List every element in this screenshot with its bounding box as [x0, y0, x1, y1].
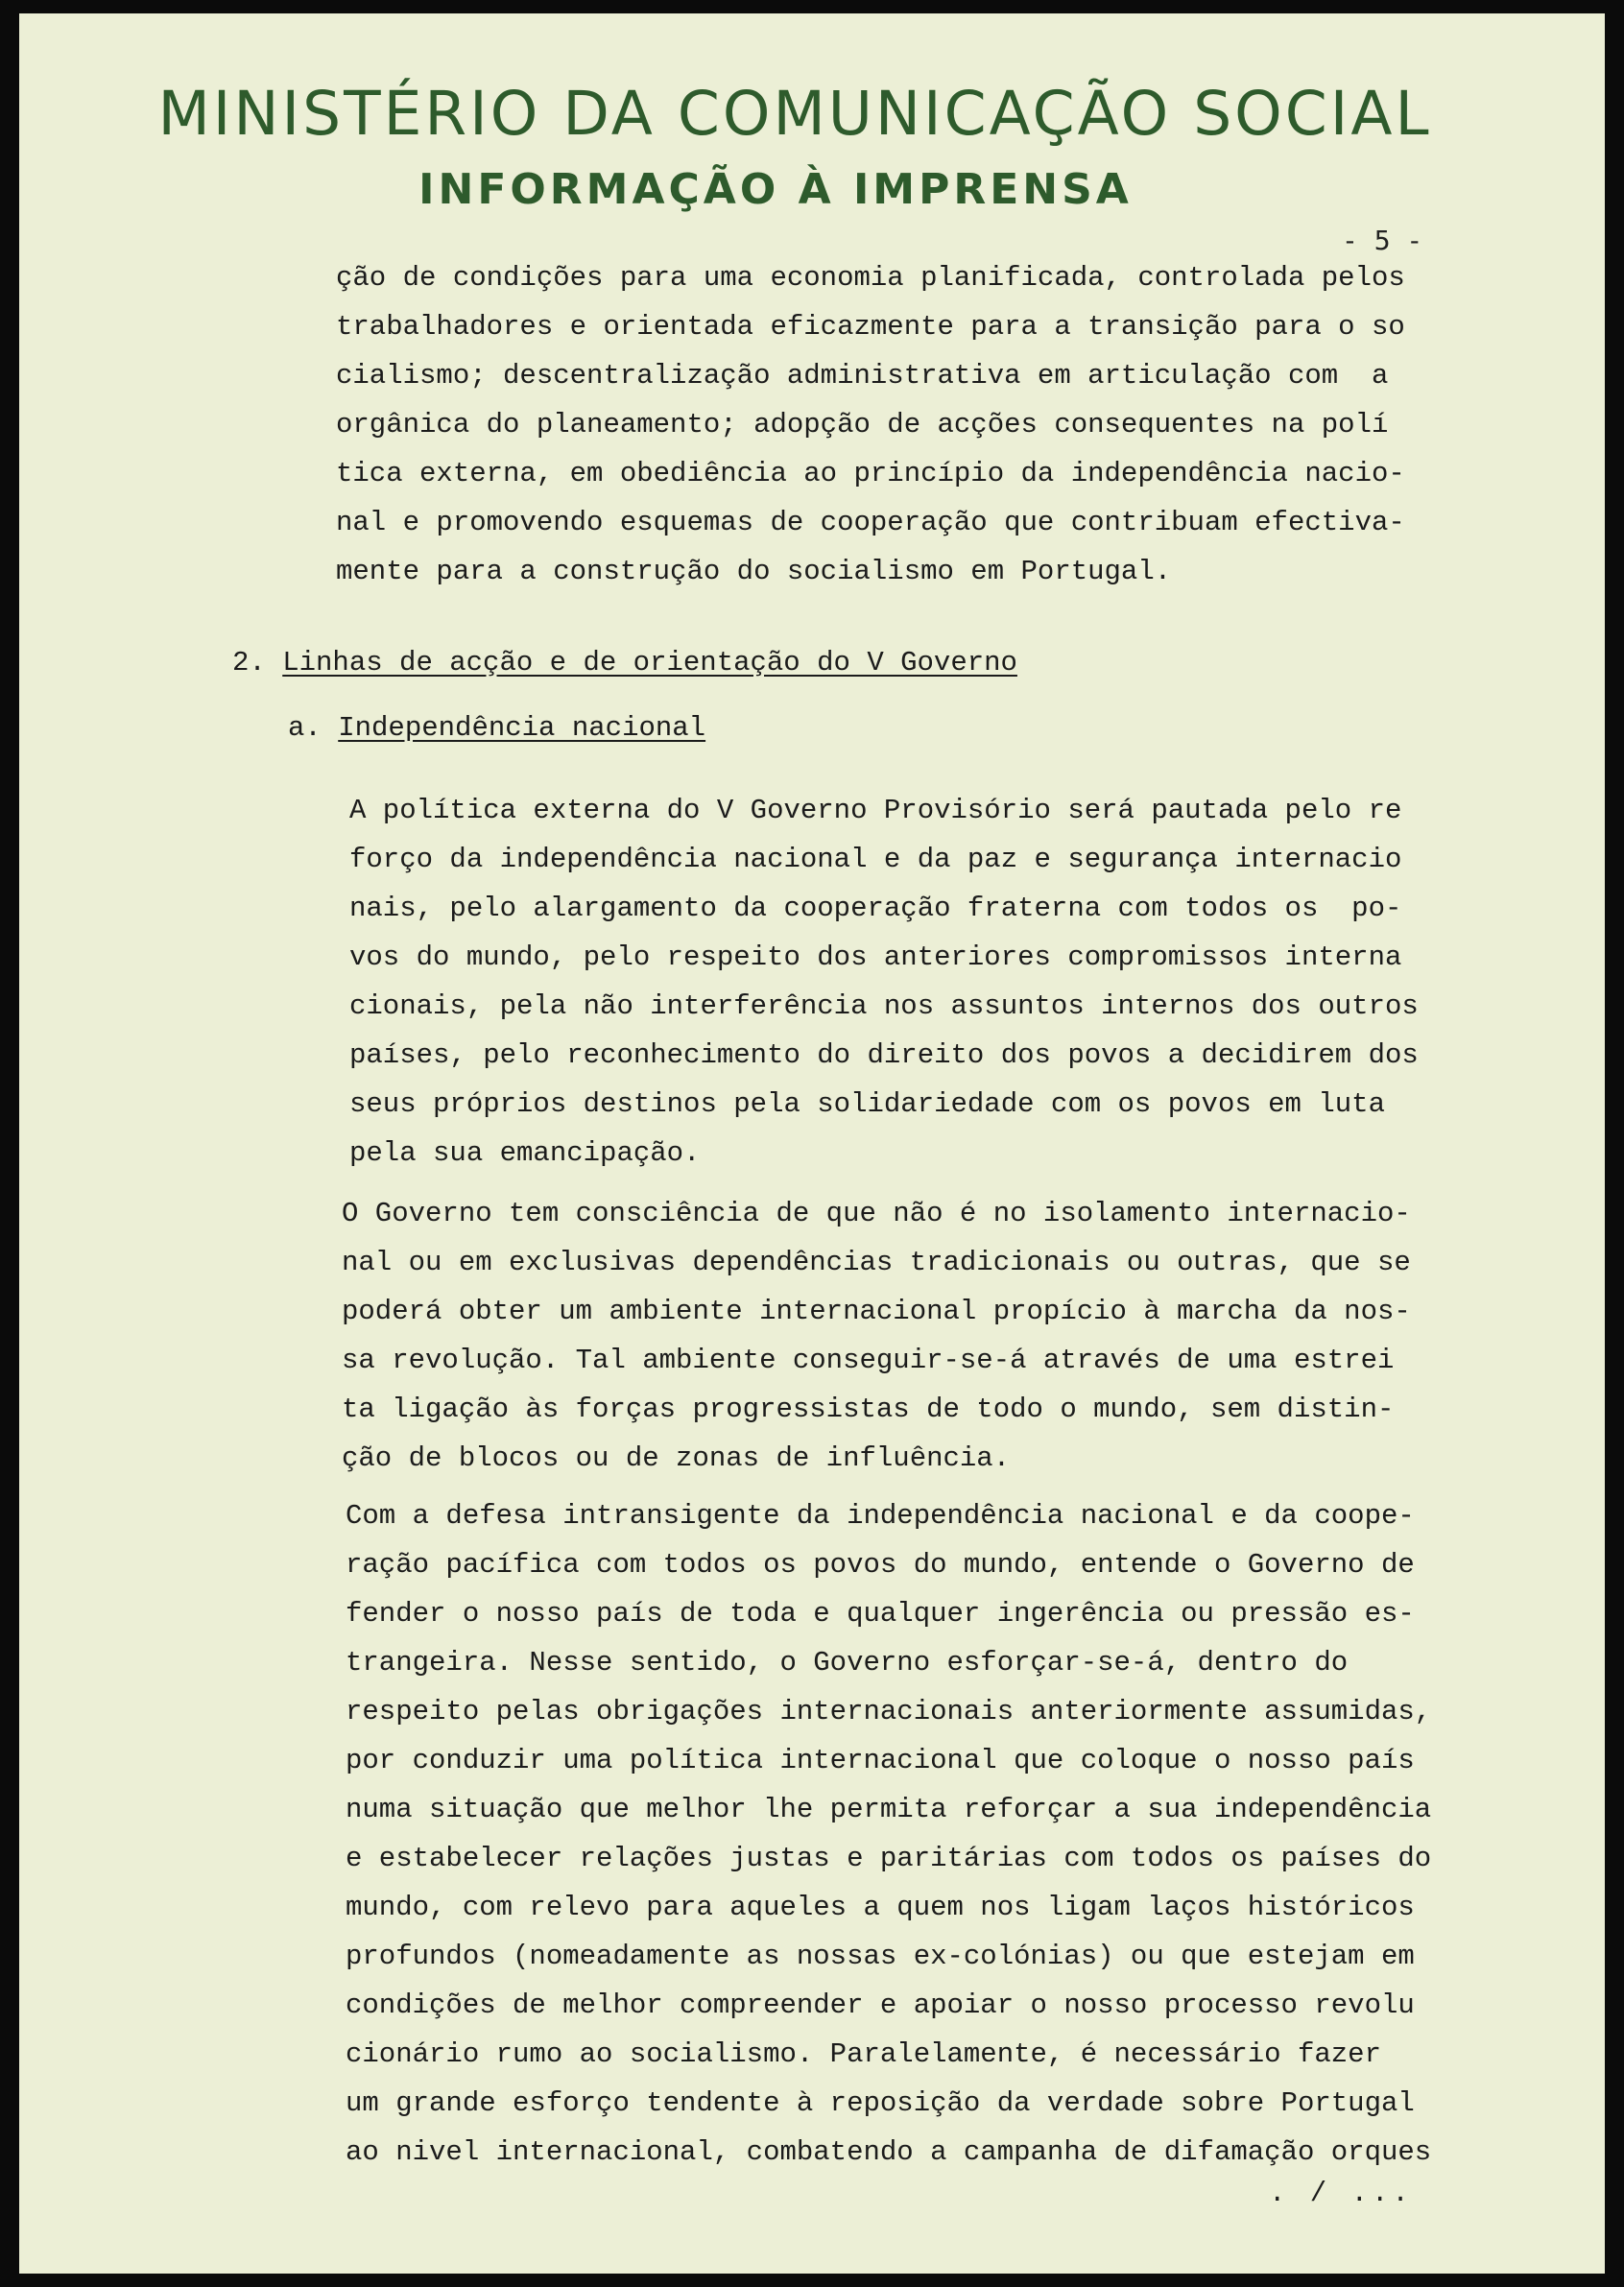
department-header: INFORMAÇÃO À IMPRENSA: [418, 165, 1133, 214]
page-number: - 5 -: [1342, 225, 1423, 256]
paragraph-intro: ção de condições para uma economia planificada, controlada pelos trabalhadores e orientada eficazmente para a transição para o so cialismo; descentralização administrativa em articulação com a orgânica do planeamento; adopção de acções consequentes na polí tica externa, em obediência ao princípio da independência nacio- nal e promovendo esquemas de cooperação que contribuam efectiva- mente para a construção do socialismo em Portugal.: [336, 262, 1405, 587]
document-page: [19, 13, 1605, 2274]
paragraph-government-awareness: O Governo tem consciência de que não é no isolamento internacio- nal ou em exclusivas dependências tradicionais ou outras, que se poderá obter um ambiente internacional propício à marcha da nos- sa revolução. Tal ambiente conseguir-se-á através de uma estrei ta ligação às forças progressistas de todo o mundo, sem distin- ção de blocos ou de zonas de influência.: [342, 1198, 1411, 1474]
continuation-marker: . / ...: [1269, 2178, 1413, 2209]
paragraph-defence-independence: Com a defesa intransigente da independência nacional e da coope- ração pacífica com todos os povos do mundo, entende o Governo de fender o nosso país de toda e qualquer ingerência ou pressão es- trangeira. Nesse sentido, o Governo esforçar-se-á, dentro do respeito pelas obrigações internacionais anteriormente assumidas, por conduzir uma política internacional que coloque o nosso país numa situação que melhor lhe permita reforçar a sua independência e estabelecer relações justas e paritárias com todos os países do mundo, com relevo para aqueles a quem nos ligam laços históricos profundos (nomeadamente as nossas ex-colónias) ou que estejam em condições de melhor compreender e apoiar o nosso processo revolu cionário rumo ao socialismo. Paralelamente, é necessário fazer um grande esforço tendente à reposição da verdade sobre Portugal ao nivel internacional, combatendo a campanha de difamação orques: [346, 1500, 1432, 2168]
section-heading: [232, 647, 1017, 679]
section-number: 2.: [232, 647, 266, 679]
section-title: Linhas de acção e de orientação do V Governo: [282, 647, 1017, 679]
ministry-header: MINISTÉRIO DA COMUNICAÇÃO SOCIAL: [157, 79, 1432, 149]
subsection-title: Independência nacional: [338, 712, 706, 744]
paragraph-foreign-policy: A política externa do V Governo Provisório será pautada pelo re forço da independência nacional e da paz e segurança internacio nais, pelo alargamento da cooperação fraterna com todos os po- vos do mundo, pelo respeito dos anteriores compromissos interna cionais, pela não interferência nos assuntos internos dos outros países, pelo reconhecimento do direito dos povos a decidirem dos seus próprios destinos pela solidariedade com os povos em luta pela sua emancipação.: [349, 795, 1419, 1169]
subsection-letter: a.: [288, 712, 322, 744]
subsection-heading: [288, 712, 705, 744]
